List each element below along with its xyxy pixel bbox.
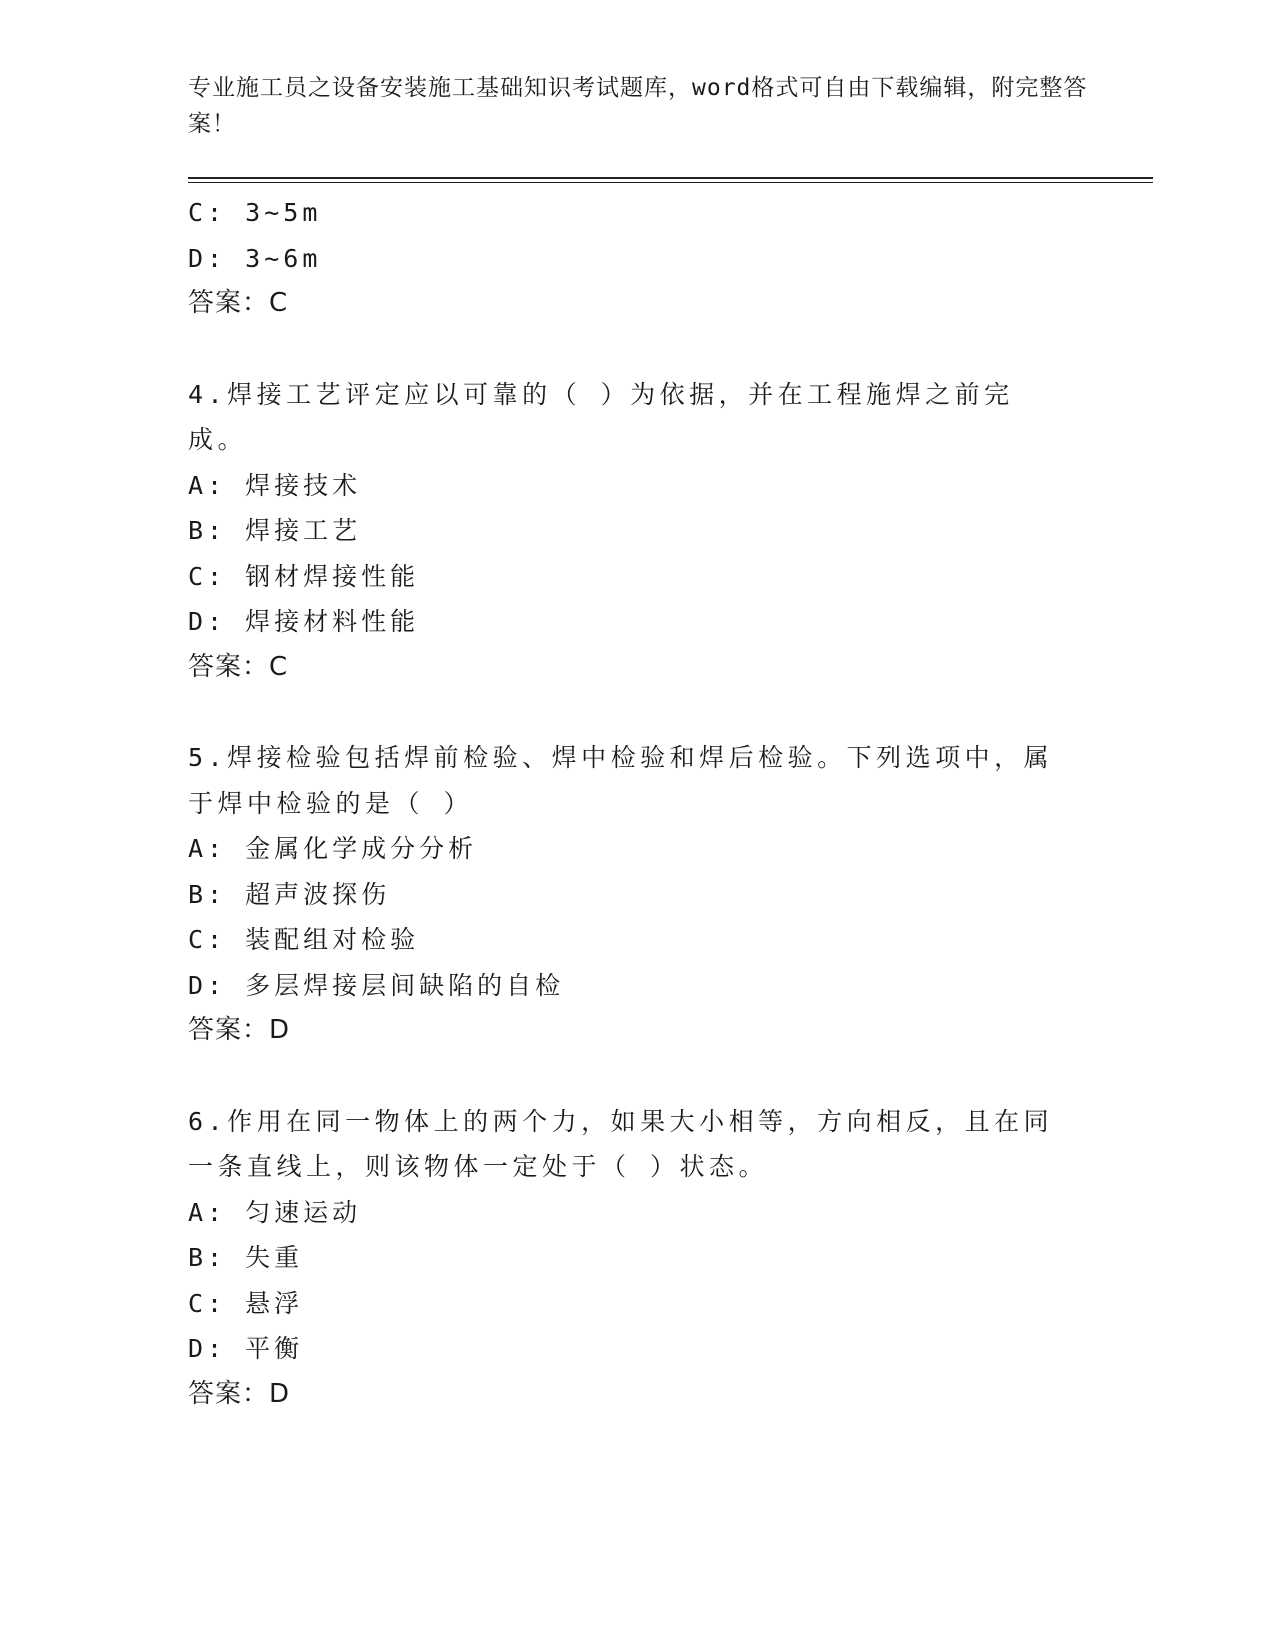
spacer	[188, 1054, 1088, 1099]
option-label: A:	[188, 834, 227, 863]
option-label: B:	[188, 879, 227, 909]
option-b	[188, 872, 1088, 918]
option-text: 超声波探伤	[245, 879, 391, 909]
option-label: A:	[188, 1197, 227, 1227]
question-text: 6.作用在同一物体上的两个力，如果大小相等，方向相反，且在同一条直线上，则该物体一定处于（ ）状态。	[188, 1106, 1054, 1181]
question-list	[188, 190, 1088, 1417]
option-c	[188, 554, 1088, 600]
option-a	[188, 1190, 1088, 1236]
question-3-tail	[188, 190, 1088, 327]
option-label: D:	[188, 970, 227, 1000]
option-text: 失重	[245, 1243, 304, 1272]
option-label: D:	[188, 607, 227, 636]
option-c	[188, 190, 1088, 236]
answer-line: 答案：C	[188, 651, 289, 682]
answer-line: 答案：D	[188, 1378, 291, 1409]
option-text: 3~5m	[245, 198, 322, 227]
option-text: 多层焊接层间缺陷的自检	[245, 970, 565, 1000]
option-label: D:	[188, 243, 227, 273]
page-header-title: 专业施工员之设备安装施工基础知识考试题库，word格式可自由下载编辑，附完整答案！	[188, 75, 1088, 137]
option-label: C:	[188, 925, 227, 954]
option-b	[188, 1235, 1088, 1281]
answer-line: 答案：D	[188, 1015, 291, 1045]
option-d	[188, 599, 1088, 645]
question-5	[188, 735, 1088, 1054]
option-text: 焊接技术	[245, 470, 362, 500]
option-d	[188, 236, 1088, 282]
spacer	[188, 327, 1088, 372]
option-c	[188, 1281, 1088, 1327]
question-4	[188, 372, 1088, 691]
option-text: 金属化学成分分析	[245, 834, 478, 863]
option-label: C:	[188, 561, 227, 591]
option-d	[188, 1326, 1088, 1372]
option-b	[188, 508, 1088, 554]
option-text: 平衡	[245, 1334, 304, 1363]
option-c	[188, 917, 1088, 963]
option-label: A:	[188, 470, 227, 500]
option-label: D:	[188, 1334, 227, 1363]
answer-line: 答案：C	[188, 288, 289, 318]
header-rule-bottom	[188, 182, 1153, 183]
option-a	[188, 826, 1088, 872]
option-text: 钢材焊接性能	[245, 561, 420, 591]
option-label: C:	[188, 198, 227, 227]
option-label: B:	[188, 1243, 227, 1272]
header-rule-top	[188, 177, 1153, 179]
option-d	[188, 963, 1088, 1009]
option-text: 装配组对检验	[245, 925, 420, 954]
option-text: 3~6m	[245, 243, 322, 273]
question-6	[188, 1099, 1088, 1418]
option-a	[188, 463, 1088, 509]
option-text: 匀速运动	[245, 1197, 362, 1227]
option-text: 悬浮	[245, 1288, 304, 1318]
option-text: 焊接材料性能	[245, 607, 420, 636]
question-text: 4.焊接工艺评定应以可靠的（ ）为依据，并在工程施焊之前完成。	[188, 379, 1014, 454]
option-text: 焊接工艺	[245, 516, 362, 545]
question-text: 5.焊接检验包括焊前检验、焊中检验和焊后检验。下列选项中，属于焊中检验的是（ ）	[188, 743, 1054, 818]
spacer	[188, 690, 1088, 735]
option-label: B:	[188, 516, 227, 545]
option-label: C:	[188, 1288, 227, 1318]
